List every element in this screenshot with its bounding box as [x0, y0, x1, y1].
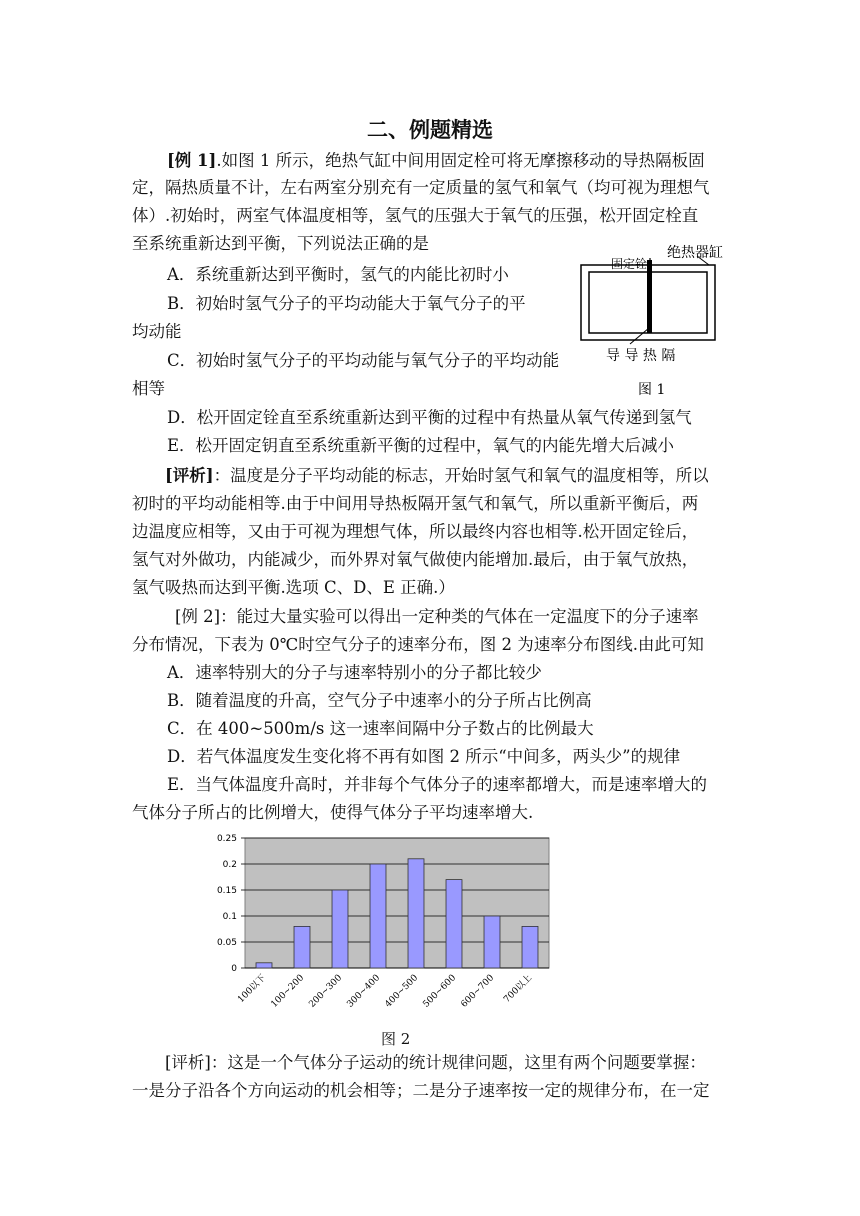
- bar: [294, 926, 310, 968]
- y-tick-label: 0.25: [216, 834, 237, 844]
- pin-label: 固定铨: [611, 257, 648, 271]
- x-tick-label: 200~300: [307, 973, 345, 1010]
- example2-option-a: A．速率特别大的分子与速率特别小的分子都比较少: [167, 663, 542, 682]
- y-tick-label: 0.1: [222, 912, 237, 922]
- example1-line4: 至系统重新达到平衡，下列说法正确的是: [132, 234, 429, 253]
- x-tick-label: 100~200: [269, 973, 307, 1010]
- bar: [446, 880, 462, 968]
- bar: [332, 890, 348, 968]
- example1-option-b: B．初始时氢气分子的平均动能大于氧气分子的平: [167, 294, 526, 313]
- example2-option-d: D．若气体温度发生变化将不再有如图 2 所示“中间多，两头少”的规律: [167, 747, 681, 766]
- x-tick-label: 500~600: [421, 973, 459, 1010]
- bar: [522, 926, 538, 968]
- figure1-cylinder-diagram: [570, 240, 730, 410]
- y-tick-label: 0.05: [216, 938, 237, 948]
- example1-option-e: E．松开固定钥直至系统重新平衡的过程中，氧气的内能先增大后减小: [167, 436, 675, 455]
- analysis1-line3: 边温度应相等，又由于可视为理想气体，所以最终内容也相等.松开固定铨后，: [132, 522, 699, 541]
- example1-option-b-cont: 均动能: [132, 322, 182, 341]
- example2-option-b: B．随着温度的升高，空气分子中速率小的分子所占比例高: [167, 691, 592, 710]
- analysis1-first-line: [165, 465, 709, 487]
- bar: [370, 864, 386, 968]
- example2-tag: [例 2]: [175, 607, 221, 626]
- section-title: 二、例题精选: [367, 118, 493, 142]
- example2-option-e-cont: 气体分子所占的比例增大，使得气体分子平均速率增大.: [132, 803, 534, 822]
- x-tick-label: 300~400: [345, 973, 383, 1010]
- plate-label: 导 导 热 隔: [606, 348, 676, 364]
- example2-option-c: C．在 400~500m/s 这一速率间隔中分子数占的比例最大: [167, 719, 594, 738]
- analysis1-tag: [评析]: [165, 466, 214, 485]
- analysis1-line2: 初时的平均动能相等.由于中间用导热板隔开氢气和氧气，所以重新平衡后，两: [132, 494, 699, 513]
- analysis1-line5: 氢气吸热而达到平衡.选项 C、D、E 正确.）: [132, 578, 455, 597]
- example1-first-line: [167, 150, 705, 172]
- example1-option-c-cont: 相等: [132, 379, 165, 398]
- y-tick-label: 0: [231, 964, 237, 974]
- bar: [256, 963, 272, 968]
- analysis2-text: ：这是一个气体分子运动的统计规律问题，这里有两个问题要掌握：: [210, 1053, 706, 1072]
- bar: [408, 859, 424, 968]
- x-tick-label: 400~500: [383, 973, 421, 1010]
- example1-tag: [例 1]: [167, 151, 217, 170]
- plot-area: [245, 838, 549, 968]
- example1-option-c: C．初始时氢气分子的平均动能与氧气分子的平均动能: [167, 351, 560, 370]
- example2-text: ：能过大量实验可以得出一定种类的气体在一定温度下的分子速率: [220, 607, 699, 626]
- y-tick-label: 0.15: [216, 886, 237, 896]
- analysis2-first-line: [165, 1052, 706, 1074]
- example1-option-a: A．系统重新达到平衡时，氢气的内能比初时小: [167, 265, 509, 284]
- figure2-bar-chart: [200, 828, 560, 1028]
- bar: [484, 916, 500, 968]
- x-tick-label: 700以上: [502, 973, 535, 1006]
- figure2-caption: 图 2: [381, 1030, 411, 1048]
- x-tick-label: 100以下: [236, 973, 269, 1006]
- example1-option-d: D．松开固定铨直至系统重新达到平衡的过程中有热量从氧气传递到氢气: [167, 408, 692, 427]
- example1-text: .如图 1 所示，绝热气缸中间用固定栓可将无摩擦移动的导热隔板固: [216, 151, 705, 170]
- x-tick-label: 600~700: [459, 973, 497, 1010]
- analysis1-line4: 氢气对外做功，内能减少，而外界对氧气做使内能增加.最后，由于氧气放热，: [132, 550, 699, 569]
- analysis1-text: ：温度是分子平均动能的标志，开始时氢气和氧气的温度相等，所以: [213, 466, 709, 485]
- example2-option-e: E．当气体温度升高时，并非每个气体分子的速率都增大，而是速率增大的: [167, 775, 708, 794]
- example2-line2: 分布情况，下表为 0℃时空气分子的速率分布，图 2 为速率分布图线.由此可知: [132, 635, 704, 654]
- example1-line2: 定，隔热质量不计，左右两室分别充有一定质量的氢气和氧气（均可视为理想气: [132, 178, 710, 197]
- example2-first-line: [175, 606, 699, 628]
- analysis2-line2: 一是分子沿各个方向运动的机会相等；二是分子速率按一定的规律分布，在一定: [132, 1081, 710, 1100]
- cylinder-label: 绝热器缸: [667, 245, 723, 261]
- figure1-caption: 图 1: [638, 382, 666, 398]
- example1-line3: 体）.初始时，两室气体温度相等，氢气的压强大于氧气的压强，松开固定栓直: [132, 206, 699, 225]
- analysis2-tag: [评析]: [165, 1053, 211, 1072]
- y-tick-label: 0.2: [222, 860, 237, 870]
